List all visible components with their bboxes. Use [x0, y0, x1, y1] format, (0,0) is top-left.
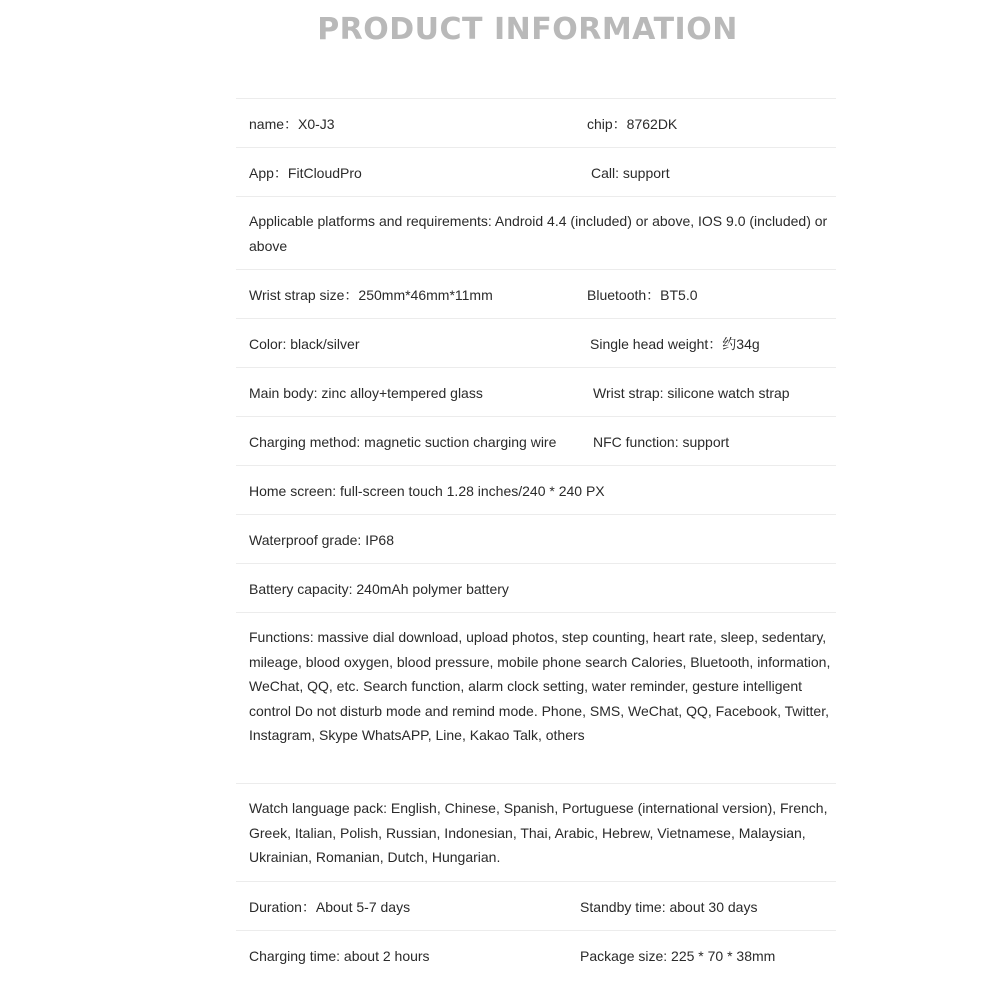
spec-waterproof: Waterproof grade: IP68	[236, 514, 836, 563]
spec-row-strap-bluetooth	[236, 269, 836, 318]
spec-main-body: Main body: zinc alloy+tempered glass	[249, 385, 483, 401]
spec-call: Call: support	[591, 165, 670, 181]
spec-chip: chip：8762DK	[587, 116, 678, 132]
spec-color: Color: black/silver	[249, 336, 360, 352]
spec-functions: Functions: massive dial download, upload photos, step counting, heart rate, sleep, sedentary, mileage, blood oxygen, blood pressure, mobile phone search Calories, Bluetooth, information, WeChat, QQ, etc. Search function, alarm clock setting, water reminder, gesture intelligent control Do not disturb mode and remind mode. Phone, SMS, WeChat, QQ, Facebook, Twitter, Instagram, Skype WhatsAPP, Line, Kakao Talk, others	[236, 612, 836, 783]
spec-list	[236, 98, 836, 979]
spec-strap-size: Wrist strap size：250mm*46mm*11mm	[249, 287, 493, 303]
spec-row-color-weight	[236, 318, 836, 367]
spec-row-charging-package	[236, 930, 836, 979]
spec-bluetooth: Bluetooth：BT5.0	[587, 287, 698, 303]
spec-app: App：FitCloudPro	[249, 165, 362, 181]
spec-row-app-call	[236, 147, 836, 196]
spec-standby: Standby time: about 30 days	[580, 899, 758, 915]
page-title: PRODUCT INFORMATION	[317, 12, 738, 47]
spec-home-screen: Home screen: full-screen touch 1.28 inches/240 * 240 PX	[236, 465, 836, 514]
spec-name: name：X0-J3	[249, 116, 335, 132]
spec-battery: Battery capacity: 240mAh polymer battery	[236, 563, 836, 612]
spec-charging-time: Charging time: about 2 hours	[249, 948, 430, 964]
spec-row-duration-standby	[236, 881, 836, 930]
spec-nfc: NFC function: support	[593, 434, 730, 450]
spec-package-size: Package size: 225 * 70 * 38mm	[580, 948, 776, 964]
spec-row-charging-nfc	[236, 416, 836, 465]
spec-row-body-strap	[236, 367, 836, 416]
spec-language-pack: Watch language pack: English, Chinese, Spanish, Portuguese (international version), French, Greek, Italian, Polish, Russian, Indonesian, Thai, Arabic, Hebrew, Vietnamese, Malaysian, Ukrainian, Romanian, Dutch, Hungarian.	[236, 783, 836, 881]
spec-charging-method: Charging method: magnetic suction charging wire	[249, 434, 557, 450]
spec-wrist-strap: Wrist strap: silicone watch strap	[593, 385, 790, 401]
spec-row-name-chip	[236, 98, 836, 147]
spec-duration: Duration：About 5-7 days	[249, 899, 411, 915]
spec-platforms: Applicable platforms and requirements: Android 4.4 (included) or above, IOS 9.0 (included) or above	[236, 196, 836, 269]
spec-weight: Single head weight：约34g	[590, 336, 760, 352]
